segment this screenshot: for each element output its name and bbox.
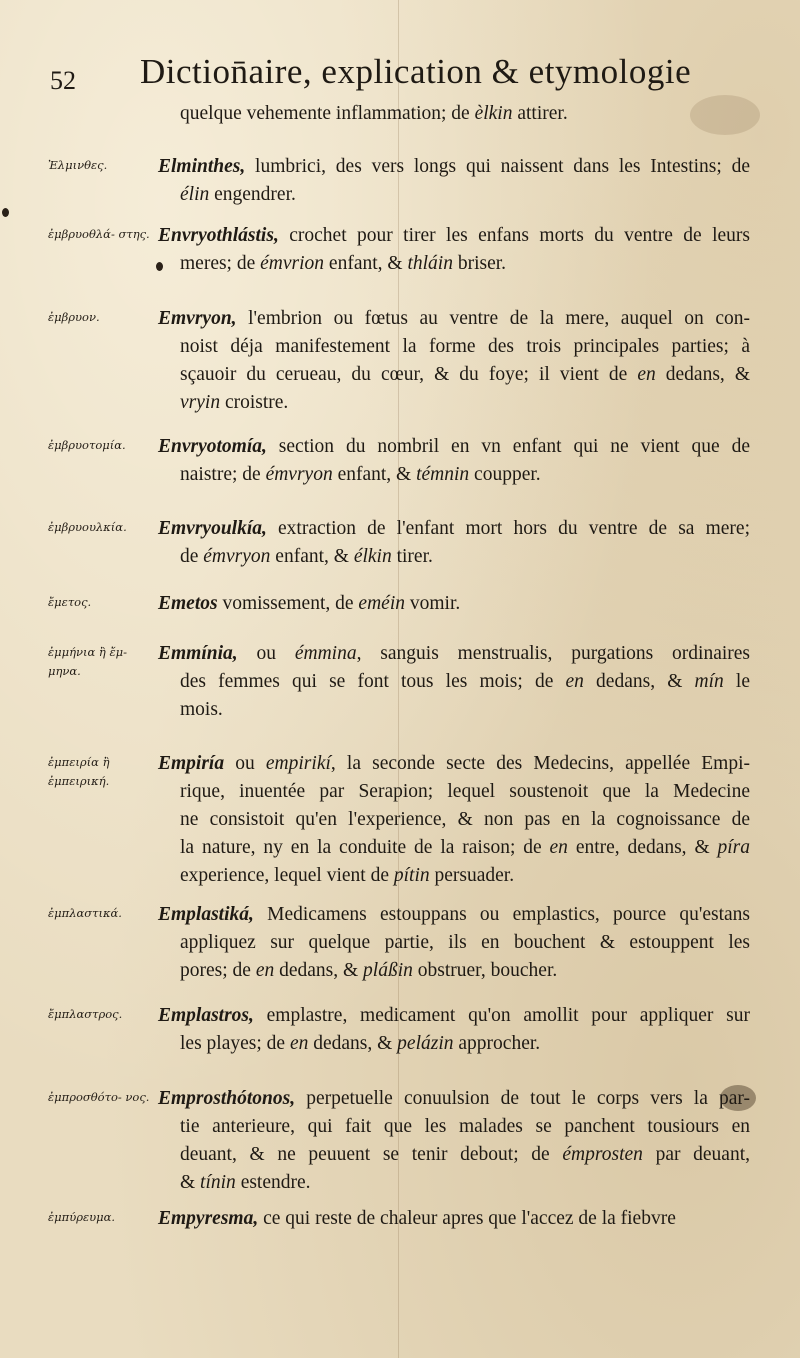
etymon: eméin xyxy=(358,593,405,614)
page-number: 52 xyxy=(50,66,76,95)
entry-body xyxy=(158,590,750,618)
greek-headword: ἐμμήνια ἢ ἔμ- μηνα. xyxy=(48,645,128,678)
etymon: émvryon xyxy=(203,546,271,567)
ink-blot xyxy=(2,208,9,217)
french-headword: Empyresma, xyxy=(158,1208,259,1229)
etymon: en xyxy=(289,1033,309,1054)
etymon: émvrion xyxy=(260,253,325,274)
entry-line xyxy=(158,222,750,250)
entry-line xyxy=(158,1030,750,1058)
etymon: en xyxy=(549,837,568,858)
french-headword: Emprosthótonos, xyxy=(158,1088,296,1109)
entry-body xyxy=(158,901,750,985)
etymon: émmina xyxy=(294,643,357,664)
etymon: élin xyxy=(180,184,210,205)
text-segment: l'embrion ou fœtus au ventre de la mere, auquel on con- xyxy=(236,308,750,329)
text-segment: enfant, & xyxy=(332,464,417,485)
etymon: pítin xyxy=(393,865,430,886)
entry-body xyxy=(158,1085,750,1197)
text-segment: tie anterieure, qui fait que les malades se panchent tousiours en xyxy=(180,1116,750,1137)
greek-headword: ἐμπύρευμα. xyxy=(48,1210,116,1224)
greek-headword: ἐμπλαστικά. xyxy=(48,906,122,920)
entry-line xyxy=(158,901,750,929)
text-segment: , sanguis menstrualis, purgations ordinaires xyxy=(356,643,751,664)
entry-body xyxy=(158,515,750,571)
french-headword: Emetos xyxy=(158,593,218,614)
text-segment: croistre. xyxy=(220,392,289,413)
text-segment: enfant, & xyxy=(270,546,354,567)
entry-line xyxy=(158,1113,750,1141)
etymon: vryin xyxy=(180,392,221,413)
text-segment: la nature, ny en la conduite de la raison; de xyxy=(180,837,550,858)
entry-line xyxy=(158,333,750,361)
greek-headword: Ἐλμινθες. xyxy=(48,158,108,172)
entry-line xyxy=(158,1002,750,1030)
text-segment: section du nombril en vn enfant qui ne vient que de xyxy=(266,436,750,457)
entry-line xyxy=(158,696,750,724)
text-segment: obstruer, boucher. xyxy=(412,960,558,981)
text-segment: vomissement, de xyxy=(217,593,359,614)
text-segment: tirer. xyxy=(391,546,433,567)
text-segment: ne consistoit qu'en l'experience, & non pas en la cognoissance de xyxy=(180,809,750,830)
text-segment: de xyxy=(180,546,204,567)
text-segment: engendrer. xyxy=(209,184,296,205)
entry-body xyxy=(158,1002,750,1058)
entry-line xyxy=(158,750,750,778)
entry-line xyxy=(158,153,750,181)
greek-headword: ἔμετος. xyxy=(48,595,92,609)
entry-body xyxy=(158,640,750,724)
entry-line xyxy=(158,668,750,696)
text-segment: perpetuelle conuulsion de tout le corps vers la par- xyxy=(295,1088,750,1109)
etymon: thláin xyxy=(407,253,453,274)
etymon: mín xyxy=(694,671,724,692)
text-segment: entre, dedans, & xyxy=(567,837,718,858)
text-segment: deuant, & ne peuuent se tenir debout; de xyxy=(180,1144,563,1165)
etymon: en xyxy=(637,364,656,385)
text-segment: par deuant, xyxy=(642,1144,750,1165)
text-segment: emplastre, medicament qu'on amollit pour appliquer sur xyxy=(253,1005,750,1026)
french-headword: Emmínia, xyxy=(158,643,238,664)
french-headword: Empiría xyxy=(158,753,225,774)
entry-line xyxy=(180,100,750,128)
text-segment: dedans, & xyxy=(308,1033,398,1054)
entry-line xyxy=(158,957,750,985)
etymon: émprosten xyxy=(562,1144,643,1165)
entry-line xyxy=(158,1169,750,1197)
text-segment: des femmes qui se font tous les mois; de xyxy=(180,671,566,692)
text-segment: Medicamens estouppans ou emplastics, pource qu'estans xyxy=(253,904,750,925)
text-segment: experience, lequel vient de xyxy=(180,865,394,886)
french-headword: Envryotomía, xyxy=(158,436,267,457)
text-segment: dedans, & xyxy=(655,364,750,385)
text-segment: meres; de xyxy=(180,253,261,274)
text-segment: lumbrici, des vers longs qui naissent dans les Intestins; de xyxy=(245,156,750,177)
text-segment: briser. xyxy=(452,253,507,274)
text-segment: extraction de l'enfant mort hors du ventre de sa mere; xyxy=(266,518,750,539)
greek-headword: ἐμπειρία ἢ ἐμπειρική. xyxy=(48,755,110,788)
french-headword: Emplastros, xyxy=(158,1005,254,1026)
text-segment: ou xyxy=(224,753,266,774)
entry-line xyxy=(158,250,750,278)
entry-line xyxy=(158,862,750,890)
french-headword: Emvryon, xyxy=(158,308,237,329)
etymon: pelázin xyxy=(397,1033,454,1054)
etymon: émvryon xyxy=(265,464,333,485)
greek-headword: ἐμβρυουλκία. xyxy=(48,520,127,534)
text-segment: approcher. xyxy=(453,1033,541,1054)
text-segment: naistre; de xyxy=(180,464,266,485)
text-segment: coupper. xyxy=(469,464,541,485)
entry-line xyxy=(158,461,750,489)
entry-line xyxy=(158,543,750,571)
french-headword: Emplastiká, xyxy=(158,904,254,925)
text-segment: quelque vehemente inflammation; de xyxy=(180,103,475,124)
greek-headword: ἔμπλαστρος. xyxy=(48,1007,123,1021)
entry-body xyxy=(158,750,750,890)
text-segment: appliquez sur quelque partie, ils en bouchent & estouppent les xyxy=(180,932,750,953)
running-title: Diction̄aire, explication & etymologie xyxy=(140,52,692,91)
etymon: en xyxy=(255,960,275,981)
text-segment: enfant, & xyxy=(324,253,408,274)
entry-line xyxy=(158,834,750,862)
text-segment: crochet pour tirer les enfans morts du ventre de leurs xyxy=(278,225,750,246)
entry-line xyxy=(158,1205,750,1233)
entry-line xyxy=(158,305,750,333)
text-segment: persuader. xyxy=(429,865,515,886)
entry-line xyxy=(158,433,750,461)
etymon: élkin xyxy=(353,546,392,567)
etymon: en xyxy=(565,671,584,692)
text-segment: ce qui reste de chaleur apres que l'accez de la fiebvre xyxy=(258,1208,676,1229)
entry-line xyxy=(158,806,750,834)
etymon: tínin xyxy=(200,1172,236,1193)
entry-body xyxy=(180,100,750,128)
entry-line xyxy=(158,1085,750,1113)
entry-line xyxy=(158,515,750,543)
text-segment: sçauoir du cerueau, du cœur, & du foye; il vient de xyxy=(180,364,638,385)
text-segment: dedans, & xyxy=(583,671,695,692)
french-headword: Elminthes, xyxy=(158,156,246,177)
french-headword: Envryothlástis, xyxy=(158,225,279,246)
etymon: èlkin xyxy=(474,103,513,124)
text-segment: rique, inuentée par Serapion; lequel soustenoit que la Medecine xyxy=(180,781,750,802)
entry-line xyxy=(158,1141,750,1169)
text-segment: dedans, & xyxy=(274,960,364,981)
entry-body xyxy=(158,305,750,417)
text-segment: attirer. xyxy=(512,103,568,124)
etymon: témnin xyxy=(416,464,470,485)
greek-headword: ἐμβρυον. xyxy=(48,310,100,324)
entry-line xyxy=(158,389,750,417)
greek-headword: ἐμβρυοτομία. xyxy=(48,438,126,452)
etymon: pláßin xyxy=(363,960,413,981)
text-segment: mois. xyxy=(180,699,223,720)
text-segment: les playes; de xyxy=(180,1033,290,1054)
entry-line xyxy=(158,640,750,668)
french-headword: Emvryoulkía, xyxy=(158,518,267,539)
entry-line xyxy=(158,181,750,209)
etymon: píra xyxy=(717,837,750,858)
entry-body xyxy=(158,153,750,209)
entry-line xyxy=(158,361,750,389)
entry-body xyxy=(158,1205,750,1233)
greek-headword: ἐμβρυοθλά- στης. xyxy=(48,227,150,241)
text-segment: le xyxy=(723,671,750,692)
text-segment: vomir. xyxy=(404,593,461,614)
etymon: empirikí xyxy=(265,753,331,774)
text-segment: ou xyxy=(237,643,295,664)
entry-body xyxy=(158,222,750,278)
entry-line xyxy=(158,778,750,806)
text-segment: , la seconde secte des Medecins, appellée Empi- xyxy=(330,753,750,774)
entry-line xyxy=(158,929,750,957)
text-segment: pores; de xyxy=(180,960,256,981)
entry-line xyxy=(158,590,750,618)
page-header xyxy=(0,52,800,102)
entry-body xyxy=(158,433,750,489)
text-segment: estendre. xyxy=(235,1172,311,1193)
text-segment: noist déja manifestement la forme des trois principales parties; à xyxy=(180,336,750,357)
greek-headword: ἐμπροσθότο- νος. xyxy=(48,1090,150,1104)
text-segment: & xyxy=(180,1172,201,1193)
